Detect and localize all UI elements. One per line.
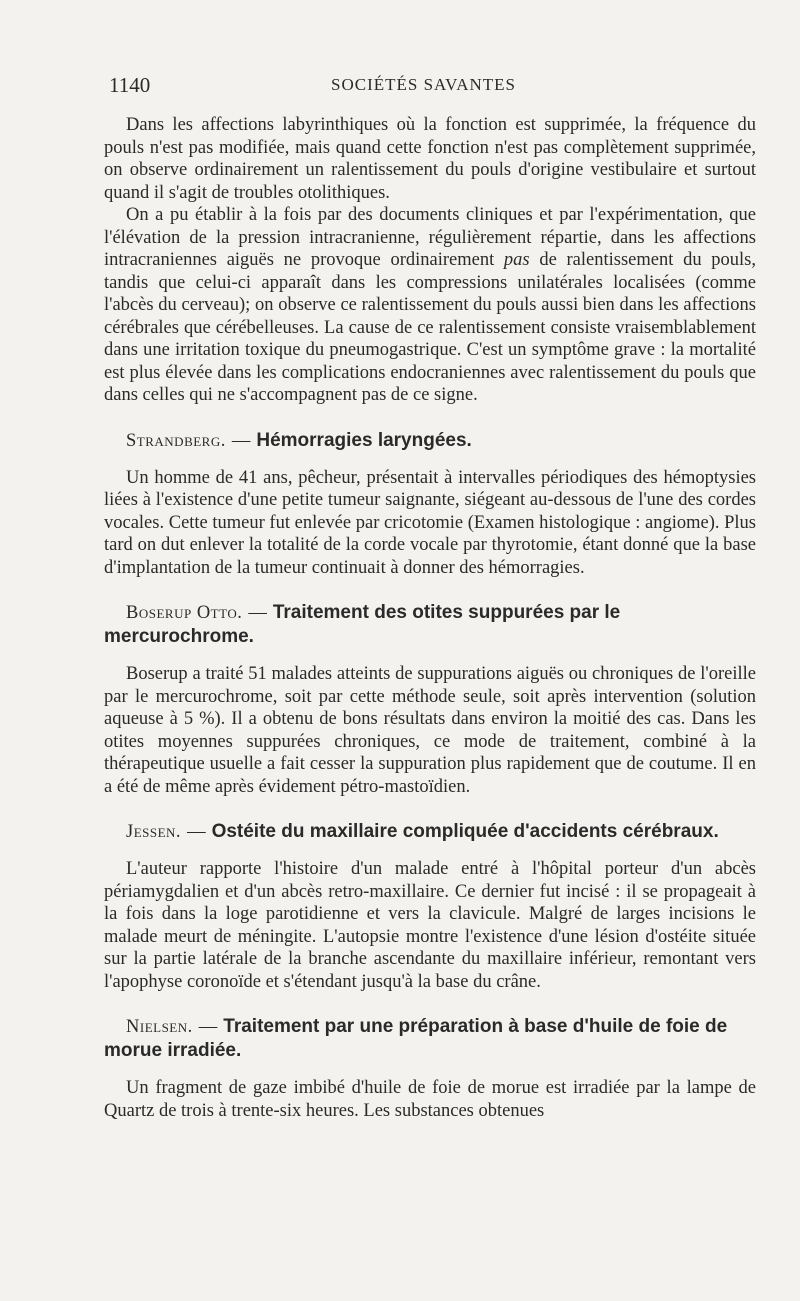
heading-dash: — bbox=[198, 1017, 218, 1037]
section-heading-nielsen bbox=[104, 1015, 756, 1063]
intro-paragraph-1: Dans les affections labyrinthiques où la fonction est supprimée, la fréquence du pouls n'est pas modifiée, mais quand cette fonction n'est pas complètement supprimée, on observe ordinairement un ralentissement du pouls d'origine vestibulaire et surtout quand il s'agit de troubles otolithiques. bbox=[104, 115, 756, 203]
article-body bbox=[104, 114, 756, 1122]
section-paragraph-jessen: L'auteur rapporte l'histoire d'un malade entré à l'hôpital porteur d'un abcès périamygdalien et d'un abcès retro-maxillaire. Ce dernier fut incisé : il se propageait à la fois dans la loge parotidienne et vers la clavicule. Malgré de larges incisions le malade meurt de méningite. L'autopsie montre l'existence d'une lésion d'ostéite située sur la partie latérale de la branche ascendante du maxillaire inférieur, remontant vers l'apophyse coronoïde et s'étendant jusqu'à la base du crâne. bbox=[104, 859, 756, 992]
section-title: Traitement des otites suppurées par le mercurochrome. bbox=[104, 602, 621, 647]
section-author: Nielsen. bbox=[126, 1017, 193, 1037]
running-title: SOCIÉTÉS SAVANTES bbox=[331, 75, 516, 94]
heading-dash: — bbox=[187, 822, 206, 842]
section-author: Strandberg. bbox=[126, 430, 226, 451]
section-paragraph-strandberg: Un homme de 41 ans, pêcheur, présentait à intervalles périodiques des hémoptysies liées à l'existence d'une petite tumeur saignante, siégeant au-dessous de l'une des cordes vocales. Cette tumeur fut enlevée par cricotomie (Examen histologique : angiome). Plus tard on dut enlever la totalité de la corde vocale par thyrotomie, étant donné que la base d'implantation de la tumeur continuait à donner des hémorragies. bbox=[104, 467, 756, 578]
page-number: 1140 bbox=[109, 73, 151, 97]
page-header bbox=[109, 73, 709, 103]
intro-paragraph-2-part-b: de ralentissement du pouls, tandis que celui-ci apparaît dans les compressions unilatérales localisées (comme l'abcès du cerveau); on observe ce ralentissement du pouls aussi bien dans les affections cérébrales que cérébelleuses. La cause de ce ralentissement consiste vraisemblablement dans une irritation toxique du pneumogastrique. C'est un symptôme grave : la mortalité est plus élevée dans les complications endocraniennes avec ralentissement du pouls que dans celles qui ne s'accompagnent pas de ce signe. bbox=[104, 250, 757, 405]
emphasis-pas: pas bbox=[503, 250, 530, 270]
section-heading-strandberg bbox=[104, 429, 756, 453]
section-title: Hémorragies laryngées. bbox=[256, 429, 472, 451]
section-heading-boserup bbox=[104, 601, 756, 649]
section-title: Traitement par une préparation à base d'huile de foie de morue irradiée. bbox=[104, 1016, 728, 1061]
section-paragraph-boserup: Boserup a traité 51 malades atteints de suppurations aiguës ou chroniques de l'oreille par le mercurochrome, soit par cette méthode seule, soit après intervention (solution aqueuse à 5 %). Il a obtenu de bons résultats dans environ la moitié des cas. Dans les otites moyennes suppurées chroniques, ce mode de traitement, combiné à la thérapeutique usuelle a fait cesser la suppuration plus rapidement que de coutume. Il en a été de même après évidement pétro-mastoïdien. bbox=[104, 664, 756, 797]
section-author: Boserup Otto. bbox=[126, 603, 243, 623]
section-heading-jessen bbox=[104, 820, 756, 844]
section-author: Jessen. bbox=[126, 822, 182, 842]
intro-paragraph-2-part-a: On a pu établir à la fois par des documents cliniques et par l'expérimentation, que l'élévation de la pression intracranienne, régulièrement répartie, dans les affections intracraniennes aiguës ne provoque ordinairement bbox=[104, 205, 756, 270]
intro-paragraph-2 bbox=[104, 204, 756, 407]
section-paragraph-nielsen: Un fragment de gaze imbibé d'huile de foie de morue est irradiée par la lampe de Quartz de trois à trente-six heures. Les substances obtenues bbox=[104, 1078, 756, 1121]
section-title: Ostéite du maxillaire compliquée d'accidents cérébraux. bbox=[211, 821, 719, 842]
heading-dash: — bbox=[231, 430, 251, 451]
heading-dash: — bbox=[248, 603, 267, 623]
